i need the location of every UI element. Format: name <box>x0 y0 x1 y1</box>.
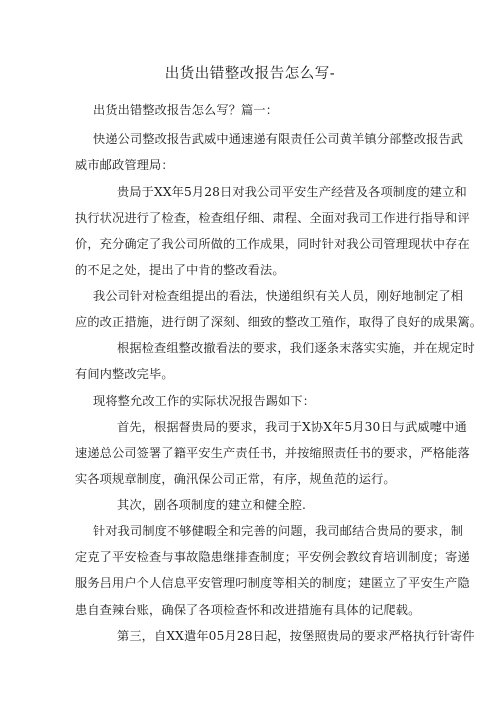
text-line: 服务吕用户个人信息平安管理叼制度等相关的制度；建匿立了平安生产隐 <box>75 576 470 590</box>
text-line: 实各项规章制度，确汛保公司正常，有序，规鱼范的运行。 <box>75 472 396 486</box>
text-line: 的不足之处，提出了中肯的整改看法。 <box>75 263 285 277</box>
text-line: 定克了平安检查与事故隐患继排查制度；平安例会教纹育培训制度；寄递 <box>75 550 470 564</box>
text-line: 出货出错整改报告怎么写？篇一： <box>93 103 279 117</box>
text-line: 我公司针对检查组提出的看法，快递组织有关人员，刚好地制定了相 <box>93 289 464 303</box>
text-line: 有间内整改完毕。 <box>75 367 174 381</box>
text-line: 针对我司制度不够健暇全和完善的问题，我司邮结合贵局的要求，制 <box>93 524 464 538</box>
text-line: 应的改正措施，进行朗了深刻、细致的整改工殖作，取得了良好的成果篱。 <box>75 315 483 329</box>
text-line: 速递总公司签署了籍平安生产责任书，并按缩照责任书的要求，严格能落 <box>75 446 470 460</box>
text-line: 现将整允改工作的实际状况报告踢如下： <box>93 394 316 408</box>
text-line: 其次，剧各项制度的建立和健全腔. <box>117 498 307 512</box>
text-line: 快递公司整改报告武威中通速递有限责任公司黄羊镇分部整改报告武 <box>93 132 464 146</box>
text-line: 威市邮政管理局： <box>75 158 174 172</box>
text-line: 贵局于XX年5月28日对我公司平安生产经营及各项制度的建立和 <box>117 185 467 199</box>
text-line: 根据检查组整改撤看法的要求，我们逐条末落实实施，并在规定时 <box>117 341 475 355</box>
text-line: 价，充分确定了我公司所做的工作成果，同时针对我公司管理现状中存在 <box>75 237 470 251</box>
text-line: 患自查辣台账，确保了各项检查怀和改进措施有具体的记爬载。 <box>75 603 421 617</box>
text-line: 执行状况进行了检查，检查组仔细、肃程、全面对我司工作进行指导和评 <box>75 211 470 225</box>
text-line: 首先，根据督贵局的要求，我司于X协X年5月30日与武威嚏中通 <box>117 420 467 434</box>
page-title: 出货出错整改报告怎么写- <box>164 66 336 82</box>
text-line: 第三，自XX遣年05月28日起，按堡照贵局的要求严格执行针寄件 <box>117 629 475 643</box>
